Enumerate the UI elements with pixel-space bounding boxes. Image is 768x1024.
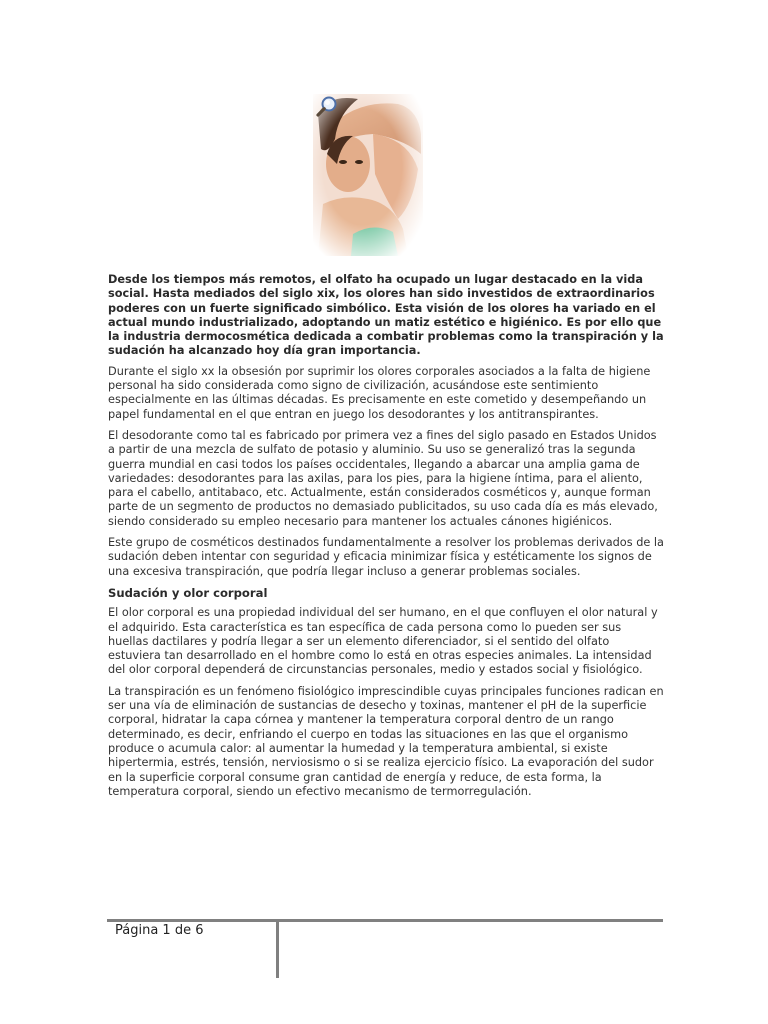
- article-paragraph: Este grupo de cosméticos destinados fundamentalmente a resolver los problemas derivados de la sudación deben intentar con seguridad y eficacia minimizar física y estéticamente los signos de una excesiva transpiración, que podría llegar incluso a generar problemas sociales.: [108, 536, 664, 578]
- article-paragraph: El olor corporal es una propiedad individual del ser humano, en el que confluyen el olor natural y el adquirido. Esta característica es tan específica de cada persona como lo pueden ser sus huellas dactilares y podría llegar a ser un elemento diferenciador, si el sentido del olfato estuviera tan desarrollado en el hombre como lo está en otras especies animales. La intensidad del olor corporal dependerá de circunstancias personales, medio y estados social y fisiológico.: [108, 606, 658, 677]
- footer-vertical-divider: [276, 922, 279, 978]
- article-paragraph: Durante el siglo xx la obsesión por suprimir los olores corporales asociados a la falta de higiene personal ha sido considerada como signo de civilización, acusándose este sentimiento especialmente en las últimas décadas. Es precisamente en este cometido y desempeñando un papel fundamental en el que entran en juego los desodorantes y los antitranspirantes.: [108, 364, 651, 421]
- magnifier-icon[interactable]: [315, 95, 339, 119]
- article-intro: Desde los tiempos más remotos, el olfato ha ocupado un lugar destacado en la vida social. Hasta mediados del siglo xix, los olores han sido investidos de extraordinarios poderes con un fuerte significado simbólico. Esta visión de los olores ha variado en el actual mundo industrializado, adoptando un matiz estético e higiénico. Es por ello que la industria dermocosmética dedicada a combatir problemas como la transpiración y la sudación ha alcanzado hoy día gran importancia.: [108, 273, 664, 358]
- section-heading: Sudación y olor corporal: [108, 585, 268, 600]
- article-paragraph: El desodorante como tal es fabricado por primera vez a fines del siglo pasado en Estados Unidos a partir de una mezcla de sulfato de potasio y aluminio. Su uso se generalizó tras la segunda guerra mundial en casi todos los países occidentales, llegando a abarcar una amplia gama de variedades: desodorantes para las axilas, para los pies, para la higiene íntima, para el aliento, para el cabello, antitabaco, etc. Actualmente, están considerados cosméticos y, aunque forman parte de un segmento de productos no demasiado publicitados, su uso cada día es más elevado, siendo considerado su empleo necesario para mantener los actuales cánones higiénicos.: [108, 428, 658, 528]
- page-number: Página 1 de 6: [115, 923, 204, 938]
- footer-divider: [107, 919, 663, 922]
- article-body: [108, 273, 664, 806]
- article-paragraph: La transpiración es un fenómeno fisiológico imprescindible cuyas principales funciones radican en ser una vía de eliminación de sustancias de desecho y toxinas, mantener el pH de la superficie corporal, hidratar la capa córnea y mantener la temperatura corporal dentro de un rango determinado, es decir, enfriando el cuerpo en todas las situaciones en las que el organismo produce o acumula calor: al aumentar la humedad y la temperatura ambiental, si existe hipertermia, estrés, tensión, nerviosismo o si se realiza ejercicio físico. La evaporación del sudor en la superficie corporal consume gran cantidad de energía y reduce, de esta forma, la temperatura corporal, siendo un efectivo mecanismo de termorregulación.: [108, 684, 664, 798]
